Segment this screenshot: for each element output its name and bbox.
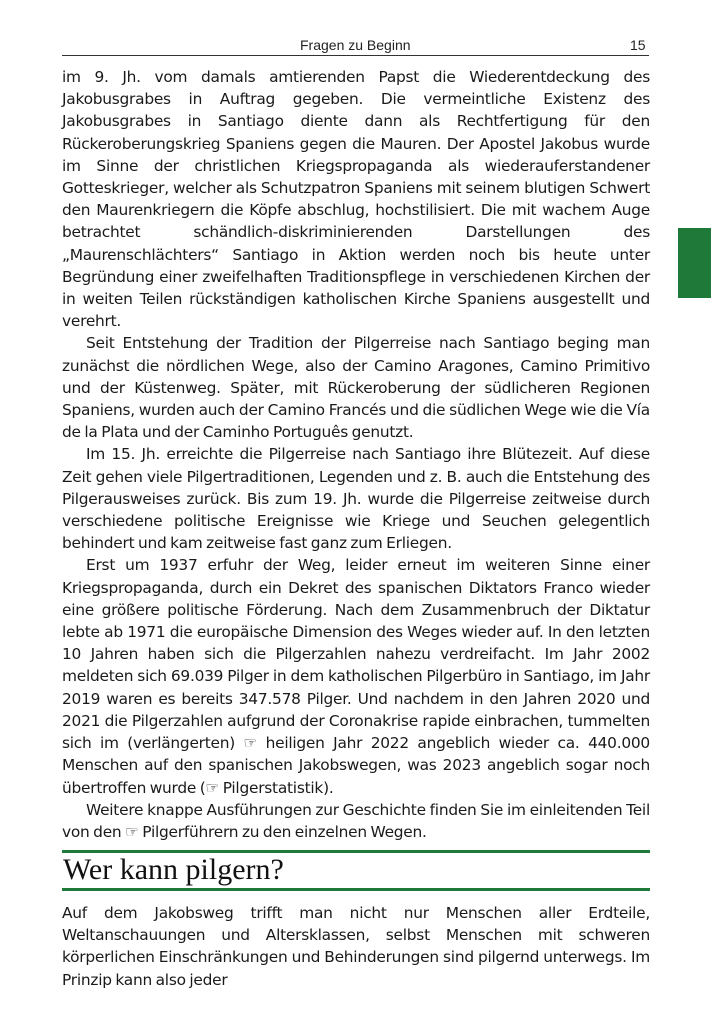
pointing-hand-icon: ☞ <box>205 778 220 797</box>
paragraph-4-part-b: heiligen Jahr 2022 angeblich wieder ca. 440.000 Menschen auf den spanischen Jakobswegen, was 2023 angeblich sogar noch übertroffen wurde ( <box>62 734 650 797</box>
paragraph-5 <box>62 799 650 843</box>
section-paragraph-1: Auf dem Jakobsweg trifft man nicht nur Menschen aller Erdteile, Weltanschauungen und Altersklassen, selbst Menschen mit schweren körperlichen Einschränkungen und Behinderungen sind pilgernd unterwegs. Im Prinzip kann also jeder <box>62 904 650 989</box>
pointing-hand-icon: ☞ <box>125 822 139 841</box>
section-text <box>62 902 650 991</box>
pointing-hand-icon: ☞ <box>243 734 258 753</box>
paragraph-3: Im 15. Jh. erreichte die Pilgerreise nach Santiago ihre Blütezeit. Auf diese Zeit gehen viele Pilgertraditionen, Legenden und z. B. auch die Entstehung des Pilgerausweises zurück. Bis zum 19. Jh. wurde die Pilgerreise zeitweise durch verschiedene politische Ereignisse wie Kriege und Seuchen gelegentlich behindert und kam zeitweise fast ganz zum Erliegen. <box>62 445 650 553</box>
main-text <box>62 66 650 843</box>
running-header <box>0 37 711 57</box>
pilgerfuehrer-reference: Pilgerführern zu den einzelnen Wegen. <box>142 822 427 841</box>
paragraph-5-part-a: Weitere knappe Ausführungen zur Geschichte finden Sie im einleitenden Teil von den <box>62 800 650 841</box>
section-heading: Wer kann pilgern? <box>63 853 284 886</box>
header-divider <box>62 55 649 56</box>
paragraph-2: Seit Entstehung der Tradition der Pilgerreise nach Santiago beging man zunächst die nördlichen Wege, also der Camino Aragones, Camino Primitivo und der Küstenweg. Später, mit Rückeroberung der südlicheren Regionen Spaniens, wurden auch der Camino Francés und die südlichen Wege wie die Vía de la Plata und der Caminho Português genutzt. <box>62 334 650 442</box>
chapter-title: Fragen zu Beginn <box>300 37 411 53</box>
chapter-thumb-tab <box>678 228 711 298</box>
paragraph-1: im 9. Jh. vom damals amtierenden Papst die Wiederentdeckung des Jakobusgrabes in Auftrag gegeben. Die vermeintliche Existenz des Jakobusgrabes in Santiago diente dann als Rechtfertigung für den Rückeroberungskrieg Spaniens gegen die Mauren. Der Apostel Jakobus wurde im Sinne der christlichen Kriegspropaganda als wiederauferstandener Gotteskrieger, welcher als Schutzpatron Spaniens mit seinem blutigen Schwert den Maurenkriegern die Köpfe abschlug, hochstilisiert. Die mit wachem Auge betrachtet schändlich-diskriminierenden Darstellungen des „Maurenschlächters“ Santiago in Aktion werden noch bis heute unter Begründung einer zweifelhaften Traditionspflege in verschiedenen Kirchen der in weiten Teilen rückständigen katholischen Kirche Spaniens ausgestellt und verehrt. <box>62 68 650 331</box>
page-number: 15 <box>630 37 646 53</box>
pilgerstatistik-reference: Pilgerstatistik). <box>222 778 334 797</box>
paragraph-4-part-a: Erst um 1937 erfuhr der Weg, leider erneut im weiteren Sinne einer Kriegspropaganda, durch ein Dekret des spanischen Diktators Franco wieder eine größere politische Förderung. Nach dem Zusammenbruch der Diktatur lebte ab 1971 die europäische Dimension des Weges wieder auf. In den letzten 10 Jahren haben sich die Pilgerzahlen nahezu verdreifacht. Im Jahr 2002 meldeten sich 69.039 Pilger in dem katholischen Pilgerbüro in Santiago, im Jahr 2019 waren es bereits 347.578 Pilger. Und nachdem in den Jahren 2020 und 2021 die Pilgerzahlen aufgrund der Coronakrise rapide einbrachen, tummelten sich im (verlängerten) <box>62 556 650 753</box>
paragraph-4 <box>62 554 650 798</box>
section-rule-bottom <box>62 888 650 891</box>
